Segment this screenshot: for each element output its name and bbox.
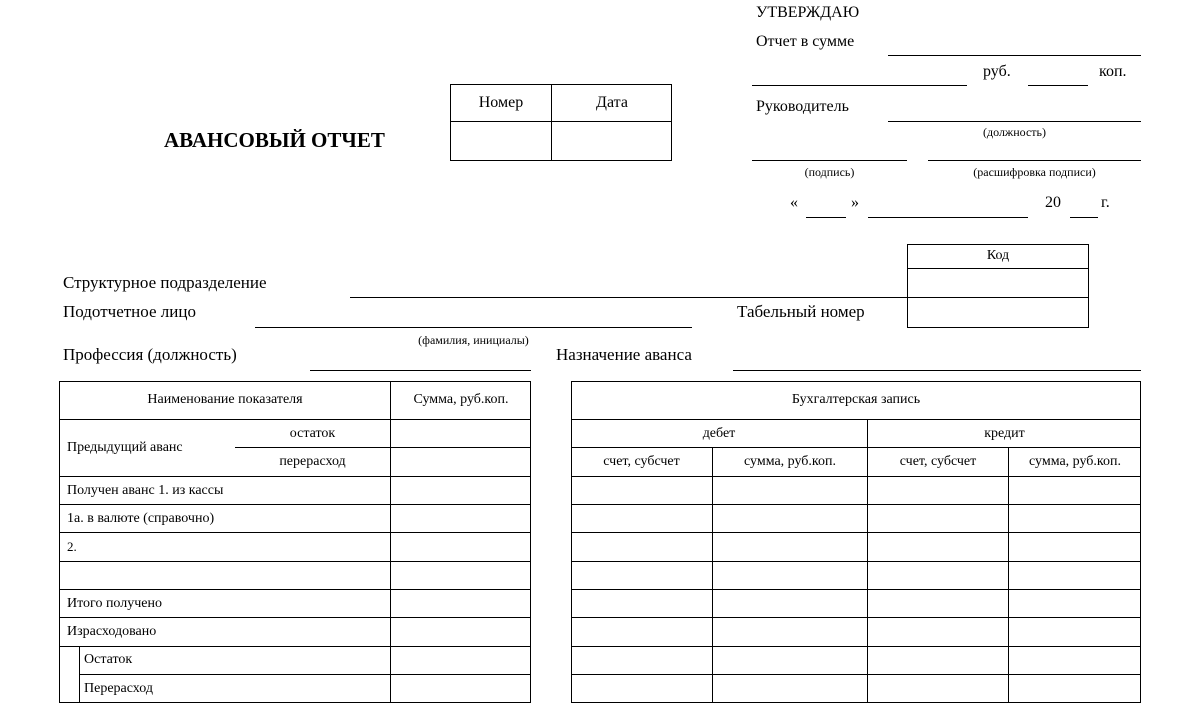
code-label: Код — [986, 248, 1010, 263]
row-label: Остаток — [84, 652, 133, 667]
debit-amount-header: сумма, руб.коп. — [743, 454, 837, 469]
structural-unit-line[interactable] — [350, 297, 907, 298]
structural-unit-label: Структурное подразделение — [63, 273, 267, 292]
doc-date-field[interactable] — [552, 122, 671, 160]
signature-line[interactable] — [752, 160, 907, 161]
row-label: Израсходовано — [67, 624, 157, 639]
profession-label: Профессия (должность) — [63, 345, 237, 364]
year-suffix: г. — [1101, 194, 1110, 211]
signature-hint: (подпись) — [804, 165, 855, 179]
name-hint: (фамилия, инициалы) — [418, 333, 529, 347]
credit-account-header: счет, субсчет — [899, 454, 977, 469]
overspend-label: перерасход — [279, 454, 346, 469]
balance-label: остаток — [289, 426, 336, 441]
doc-date-label: Дата — [596, 94, 628, 111]
row-label: 2. — [67, 539, 77, 554]
structural-unit-code-field[interactable] — [908, 269, 1088, 296]
report-sum-label: Отчет в сумме — [756, 33, 855, 50]
page-title: АВАНСОВЫЙ ОТЧЕТ — [164, 128, 385, 152]
year-line[interactable] — [1070, 217, 1098, 218]
report-sum-line[interactable] — [888, 55, 1141, 56]
decode-hint: (расшифровка подписи) — [973, 165, 1096, 179]
approve-heading: УТВЕРЖДАЮ — [756, 4, 860, 21]
row-label: Перерасход — [84, 681, 153, 696]
doc-number-field[interactable] — [451, 122, 550, 160]
accountable-person-label: Подотчетное лицо — [63, 302, 196, 321]
rub-label: руб. — [983, 63, 1011, 80]
debit-account-header: счет, субсчет — [603, 454, 680, 469]
personnel-number-label: Табельный номер — [737, 302, 865, 321]
advance-purpose-line[interactable] — [733, 370, 1141, 371]
quote-close: » — [851, 194, 859, 211]
accountable-person-line[interactable] — [255, 327, 692, 328]
report-sum-kop-line[interactable] — [1028, 85, 1088, 86]
year-prefix: 20 — [1045, 194, 1061, 211]
credit-header: кредит — [984, 426, 1025, 441]
col-sum-header: Сумма, руб.коп. — [413, 392, 509, 407]
head-label: Руководитель — [756, 98, 849, 115]
position-hint: (должность) — [983, 125, 1046, 139]
col-indicator-header: Наименование показателя — [147, 392, 303, 407]
credit-amount-header: сумма, руб.коп. — [1028, 454, 1122, 469]
day-line[interactable] — [806, 217, 846, 218]
debit-header: дебет — [702, 426, 736, 441]
profession-line[interactable] — [310, 370, 531, 371]
report-sum-rub-line[interactable] — [752, 85, 967, 86]
accounting-entry-header: Бухгалтерская запись — [791, 392, 921, 407]
advance-purpose-label: Назначение аванса — [556, 345, 692, 364]
kop-label: коп. — [1099, 63, 1127, 80]
doc-number-label: Номер — [478, 94, 524, 111]
signature-decode-line[interactable] — [928, 160, 1141, 161]
row-label: 1а. в валюте (справочно) — [67, 511, 215, 526]
personnel-number-field[interactable] — [908, 298, 1088, 327]
head-position-line[interactable] — [888, 121, 1141, 122]
prev-advance-label: Предыдущий аванс — [67, 440, 183, 455]
month-line[interactable] — [868, 217, 1028, 218]
row-label: Получен аванс 1. из кассы — [67, 483, 224, 498]
quote-open: « — [790, 194, 798, 211]
row-label: Итого получено — [67, 596, 162, 611]
